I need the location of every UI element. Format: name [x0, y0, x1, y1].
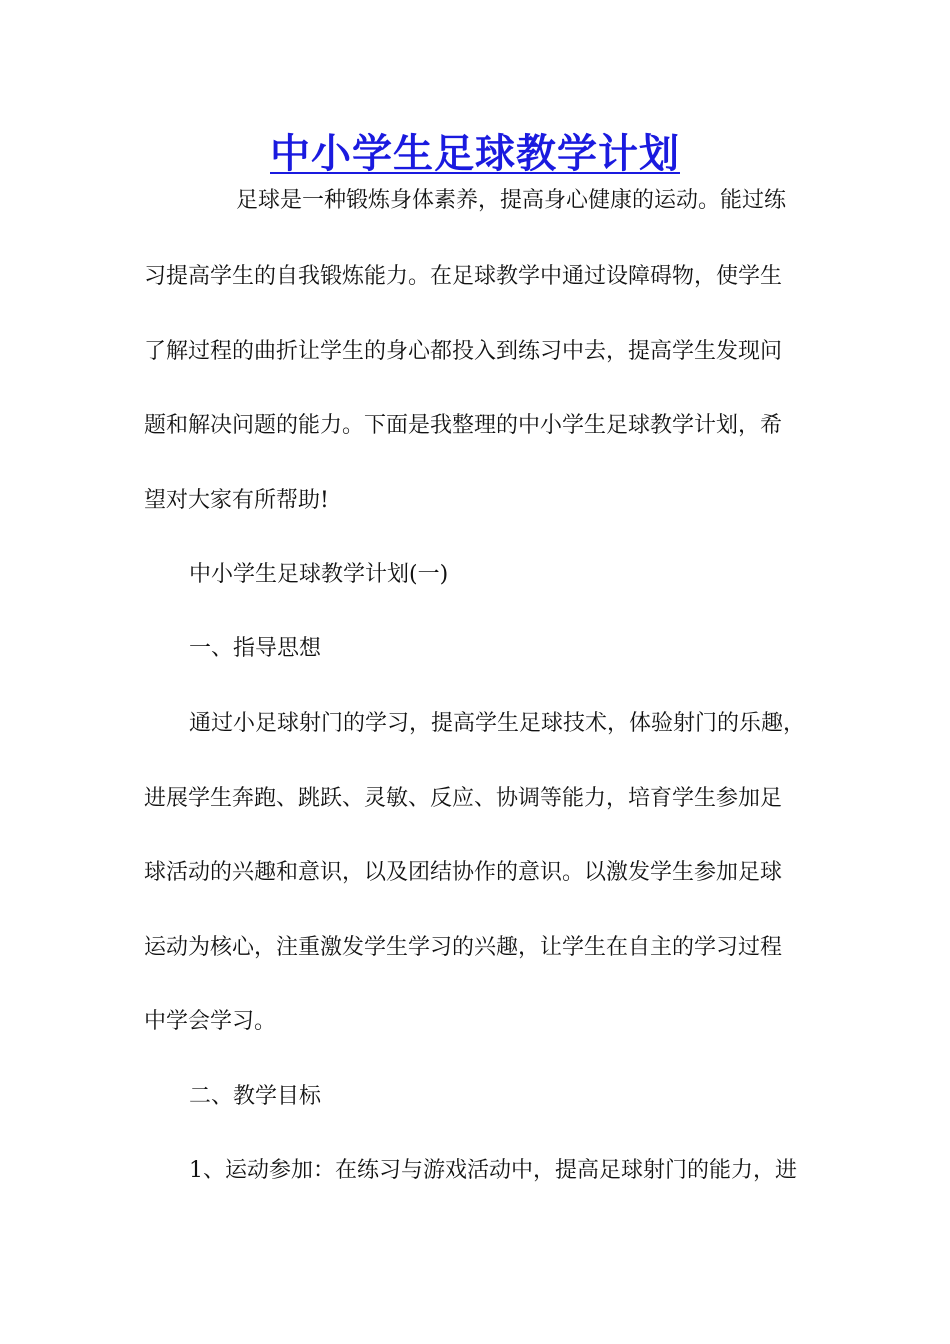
- paragraph-line: 运动为核心，注重激发学生学习的兴趣，让学生在自主的学习过程: [144, 935, 783, 960]
- paragraph-line: 望对大家有所帮助!: [144, 488, 329, 513]
- section-heading: 一、指导思想: [189, 636, 322, 661]
- paragraph-line: 题和解决问题的能力。下面是我整理的中小学生足球教学计划，希: [144, 413, 783, 438]
- paragraph-line: 1、运动参加：在练习与游戏活动中，提高足球射门的能力，进: [189, 1158, 797, 1183]
- paragraph-line: 足球是一种锻炼身体素养，提高身心健康的运动。能过练: [236, 188, 787, 213]
- document-title[interactable]: 中小学生足球教学计划: [270, 130, 680, 177]
- paragraph-line: 中学会学习。: [144, 1009, 277, 1034]
- paragraph-line: 了解过程的曲折让学生的身心都投入到练习中去，提高学生发现问: [144, 339, 783, 364]
- section-heading: 二、教学目标: [189, 1084, 322, 1109]
- paragraph-line: 通过小足球射门的学习，提高学生足球技术，体验射门的乐趣，: [189, 711, 806, 736]
- paragraph-line: 习提高学生的自我锻炼能力。在足球教学中通过设障碍物，使学生: [144, 264, 783, 289]
- section-heading: 中小学生足球教学计划(一): [189, 562, 449, 587]
- paragraph-line: 进展学生奔跑、跳跃、灵敏、反应、协调等能力，培育学生参加足: [144, 786, 783, 811]
- paragraph-line: 球活动的兴趣和意识，以及团结协作的意识。以激发学生参加足球: [144, 860, 783, 885]
